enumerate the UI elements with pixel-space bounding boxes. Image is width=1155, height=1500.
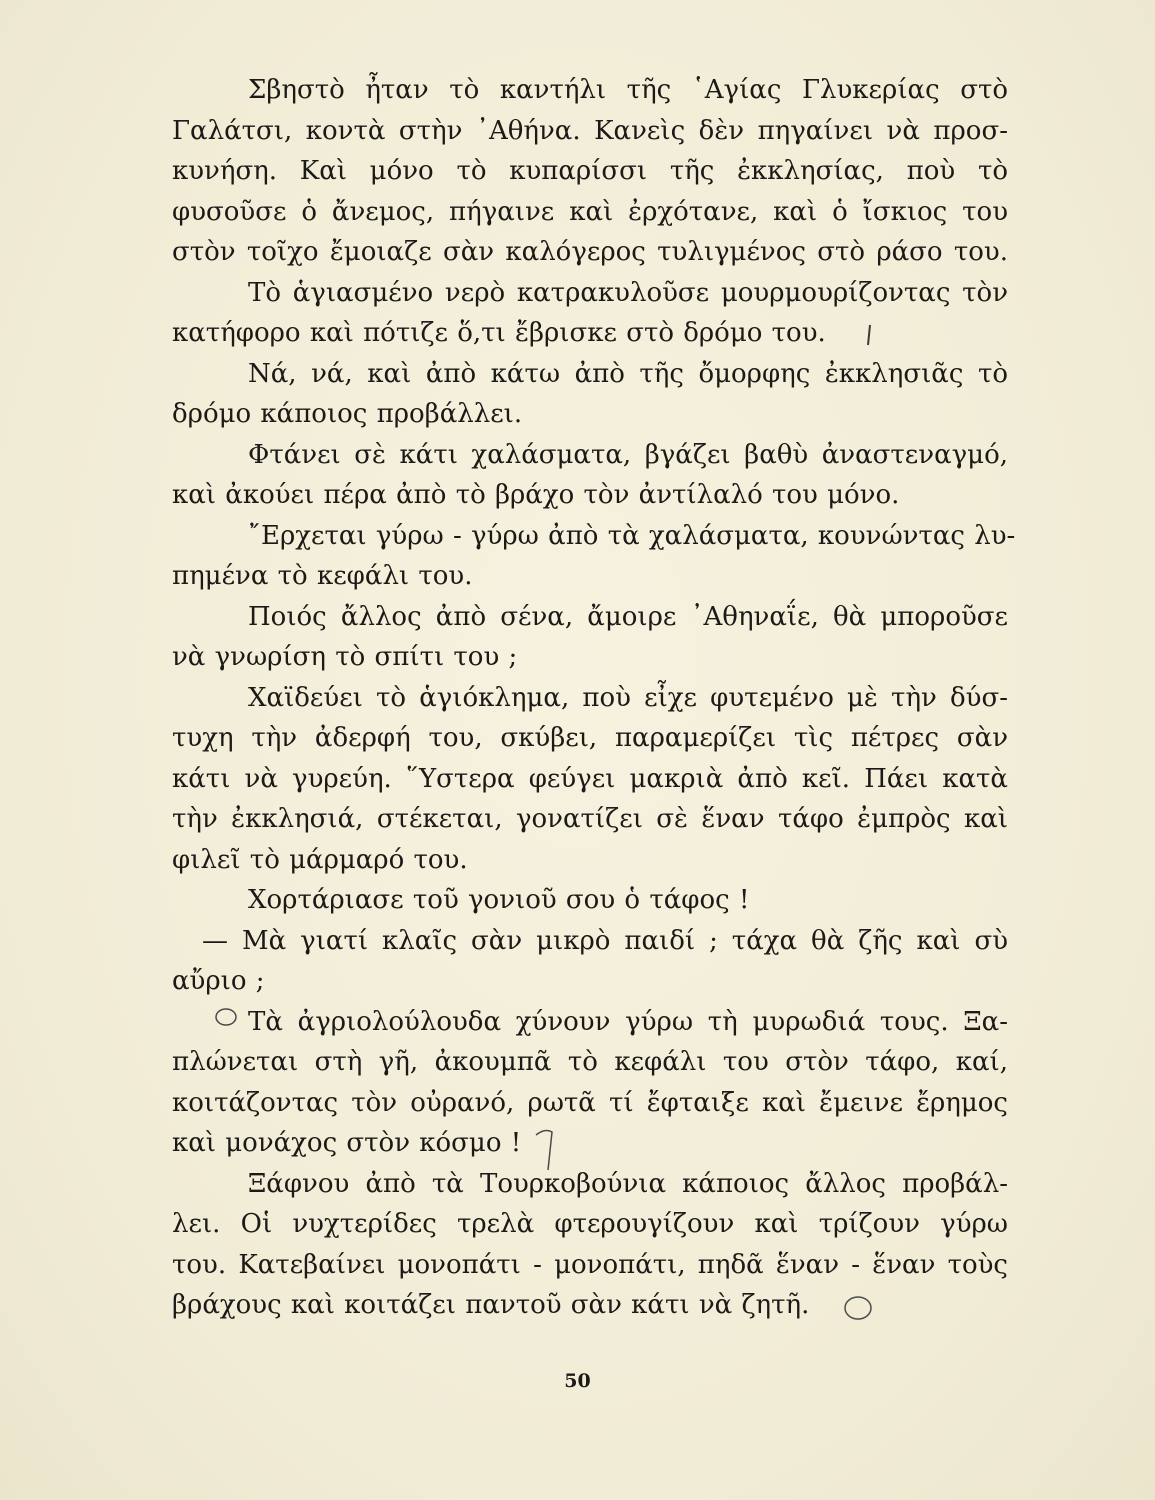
text-line: Ποιός ἄλλος ἀπὸ σένα, ἄμοιρε ᾿Αθηναΐε, θὰ μποροῦσε	[248, 601, 1008, 632]
text-line: κυνήση. Καὶ μόνο τὸ κυπαρίσσι τῆς ἐκκλησίας, ποὺ τὸ	[172, 156, 1008, 186]
text-line: ῎Ερχεται γύρω - γύρω ἀπὸ τὰ χαλάσματα, κουνώντας λυ-	[248, 520, 1016, 551]
text-line: κάτι νὰ γυρεύη. ῞Υστερα φεύγει μακριὰ ἀπὸ κεῖ. Πάει κατὰ	[172, 763, 1008, 794]
text-line: κοιτάζοντας τὸν οὐρανό, ρωτᾶ τί ἔφταιξε καὶ ἔμεινε ἔρημος	[172, 1087, 1008, 1118]
text-line: Τὰ ἀγριολούλουδα χύνουν γύρω τὴ μυρωδιά τους. Ξα-	[248, 1006, 1008, 1037]
text-line: φιλεῖ τὸ μάρμαρό του.	[172, 844, 468, 875]
text-line: — Μὰ γιατί κλαῖς σὰν μικρὸ παιδί ; τάχα θὰ ζῆς καὶ σὺ	[202, 925, 1008, 956]
text-line: Τὸ ἁγιασμένο νερὸ κατρακυλοῦσε μουρμουρίζοντας τὸν	[248, 277, 1008, 308]
text-line: δρόμο κάποιος προβάλλει.	[172, 399, 523, 429]
text-line: Σβηστὸ ἦταν τὸ καντήλι τῆς ῾Αγίας Γλυκερίας στὸ	[248, 75, 1008, 105]
text-line: φυσοῦσε ὁ ἄνεμος, πήγαινε καὶ ἐρχότανε, καὶ ὁ ἴσκιος του	[172, 196, 1008, 227]
text-line: του. Κατεβαίνει μονοπάτι - μονοπάτι, πηδᾶ ἕναν - ἕναν τοὺς	[172, 1249, 1008, 1280]
text-line: Φτάνει σὲ κάτι χαλάσματα, βγάζει βαθὺ ἀναστεναγμό,	[248, 439, 1008, 470]
body-text	[172, 70, 1016, 1326]
text-line: καὶ ἀκούει πέρα ἀπὸ τὸ βράχο τὸν ἀντίλαλό του μόνο.	[172, 480, 900, 510]
text-line: καὶ μονάχος στὸν κόσμο !	[172, 1128, 522, 1158]
text-line: Χαϊδεύει τὸ ἁγιόκλημα, ποὺ εἶχε φυτεμένο μὲ τὴν δύσ-	[248, 682, 1008, 713]
page-number: 50	[564, 1370, 591, 1392]
text-line: τὴν ἐκκλησιά, στέκεται, γονατίζει σὲ ἕναν τάφο ἐμπρὸς καὶ	[172, 804, 1008, 834]
text-line: Ξάφνου ἀπὸ τὰ Τουρκοβούνια κάποιος ἄλλος προβάλ-	[248, 1168, 1008, 1199]
text-line: νὰ γνωρίση τὸ σπίτι του ;	[172, 642, 518, 672]
text-line: βράχους καὶ κοιτάζει παντοῦ σὰν κάτι νὰ ζητῆ.	[172, 1290, 810, 1320]
text-line: στὸν τοῖχο ἔμοιαζε σὰν καλόγερος τυλιγμένος στὸ ράσο του.	[172, 237, 1008, 267]
text-line: Χορτάριασε τοῦ γονιοῦ σου ὁ τάφος !	[248, 885, 750, 915]
text-line: τυχη τὴν ἀδερφή του, σκύβει, παραμερίζει τὶς πέτρες σὰν	[172, 723, 1008, 753]
text-line: πλώνεται στὴ γῆ, ἀκουμπᾶ τὸ κεφάλι του στὸν τάφο, καί,	[172, 1047, 1008, 1077]
text-line: Νά, νά, καὶ ἀπὸ κάτω ἀπὸ τῆς ὄμορφης ἐκκλησιᾶς τὸ	[248, 358, 1008, 389]
text-line: κατήφορο καὶ πότιζε ὅ,τι ἔβρισκε στὸ δρόμο του.	[172, 318, 826, 348]
text-line: αὔριο ;	[172, 966, 265, 996]
text-line: Γαλάτσι, κοντὰ στὴν ᾿Αθήνα. Κανεὶς δὲν πηγαίνει νὰ προσ-	[172, 115, 1008, 146]
text-line: πημένα τὸ κεφάλι του.	[172, 561, 473, 591]
text-line: λει. Οἱ νυχτερίδες τρελὰ φτερουγίζουν καὶ τρίζουν γύρω	[172, 1209, 1008, 1239]
